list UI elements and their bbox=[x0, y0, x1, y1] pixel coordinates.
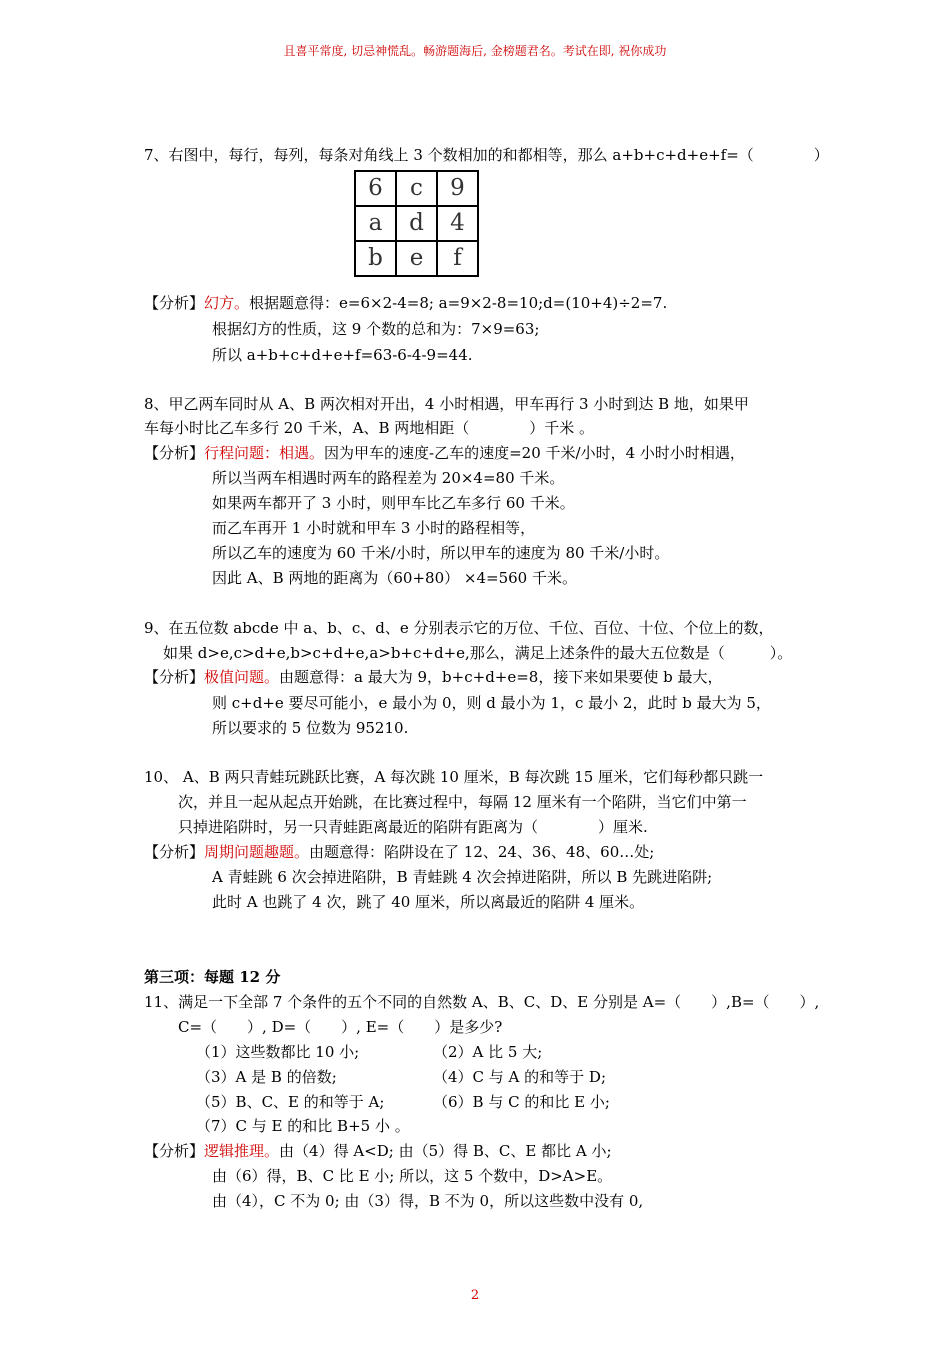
topic-label: 极值问题。 bbox=[204, 668, 280, 686]
analysis-line: 根据题意得：e=6×2-4=8; a=9×2-8=10;d=(10+4)÷2=7. bbox=[249, 294, 668, 312]
q8-analysis-first-line bbox=[144, 443, 745, 463]
analysis-line: 根据幻方的性质，这 9 个数的总和为：7×9=63; bbox=[212, 320, 540, 338]
q11-analysis-first-line bbox=[144, 1141, 612, 1161]
condition-item: （1）这些数都比 10 小; bbox=[196, 1043, 360, 1061]
q9-question-line: 如果 d>e,c>d+e,b>c+d+e,a>b+c+d+e,那么，满足上述条件的最大五位数是（ ）。 bbox=[163, 644, 793, 662]
q11-question-line: 11、满足一下全部 7 个条件的五个不同的自然数 A、B、C、D、E 分别是 A=（ ）,B=（ ）, bbox=[144, 993, 820, 1011]
q10-question-line: 10、 A、B 两只青蛙玩跳跃比赛，A 每次跳 10 厘米，B 每次跳 15 厘米，它们每秒都只跳一 bbox=[144, 768, 764, 786]
condition-item: （7）C 与 E 的和比 B+5 小 。 bbox=[196, 1117, 410, 1135]
analysis-line: 由（4）得 A<D; 由（5）得 B、C、E 都比 A 小; bbox=[279, 1142, 612, 1160]
analysis-line: 而乙车再开 1 小时就和甲车 3 小时的路程相等， bbox=[212, 519, 536, 537]
analysis-line: 所以要求的 5 位数为 95210. bbox=[212, 719, 409, 737]
q7-question: 7、右图中，每行，每列，每条对角线上 3 个数相加的和都相等，那么 a+b+c+d+e+f=（ ） bbox=[144, 146, 829, 164]
q8-question-line: 车每小时比乙车多行 20 千米，A、B 两地相距（ ）千米 。 bbox=[144, 419, 595, 437]
analysis-line: 由（4），C 不为 0; 由（3）得，B 不为 0，所以这些数中没有 0, bbox=[212, 1192, 644, 1210]
analysis-label: 【分析】 bbox=[144, 444, 205, 462]
grid-cell: 6 bbox=[355, 171, 396, 206]
q9-question-line: 9、在五位数 abcde 中 a、b、c、d、e 分别表示它的万位、千位、百位、十位、个位上的数， bbox=[144, 619, 774, 637]
q8-question-line: 8、甲乙两车同时从 A、B 两次相对开出，4 小时相遇，甲车再行 3 小时到达 B 地，如果甲 bbox=[144, 395, 749, 413]
analysis-line: 所以当两车相遇时两车的路程差为 20×4=80 千米。 bbox=[212, 469, 565, 487]
topic-label: 周期问题趣题。 bbox=[204, 843, 310, 861]
topic-label: 行程问题：相遇。 bbox=[204, 444, 325, 462]
analysis-line: 因为甲车的速度-乙车的速度=20 千米/小时，4 小时小时相遇， bbox=[324, 444, 745, 462]
analysis-line: 由（6）得，B、C 比 E 小; 所以，这 5 个数中，D>A>E。 bbox=[212, 1167, 613, 1185]
grid-cell: b bbox=[355, 241, 396, 276]
q9-analysis-first-line bbox=[144, 667, 723, 687]
analysis-label: 【分析】 bbox=[144, 843, 205, 861]
analysis-line: 则 c+d+e 要尽可能小，e 最小为 0，则 d 最小为 1，c 最小 2，此时 b 最大为 5， bbox=[212, 694, 771, 712]
analysis-line: A 青蛙跳 6 次会掉进陷阱，B 青蛙跳 4 次会掉进陷阱，所以 B 先跳进陷阱; bbox=[212, 868, 713, 886]
topic-label: 幻方。 bbox=[204, 294, 250, 312]
analysis-label: 【分析】 bbox=[144, 1142, 205, 1160]
analysis-line: 所以 a+b+c+d+e+f=63-6-4-9=44. bbox=[212, 346, 473, 364]
magic-square-grid bbox=[354, 170, 479, 277]
grid-cell: d bbox=[396, 206, 437, 241]
condition-item: （4）C 与 A 的和等于 D; bbox=[433, 1068, 607, 1086]
condition-item: （6）B 与 C 的和比 E 小; bbox=[433, 1093, 610, 1111]
analysis-label: 【分析】 bbox=[144, 294, 205, 312]
analysis-line: 此时 A 也跳了 4 次，跳了 40 厘米，所以离最近的陷阱 4 厘米。 bbox=[212, 893, 645, 911]
grid-cell: e bbox=[396, 241, 437, 276]
condition-item: （3）A 是 B 的倍数; bbox=[196, 1068, 337, 1086]
condition-item: （2）A 比 5 大; bbox=[433, 1043, 543, 1061]
analysis-line: 由题意得：a 最大为 9，b+c+d+e=8，接下来如果要使 b 最大， bbox=[279, 668, 723, 686]
q10-analysis-first-line bbox=[144, 842, 654, 862]
grid-cell: f bbox=[437, 241, 478, 276]
section-heading: 第三项：每题 12 分 bbox=[144, 968, 281, 986]
analysis-label: 【分析】 bbox=[144, 668, 205, 686]
q10-question-line: 只掉进陷阱时，另一只青蛙距离最近的陷阱有距离为（ ）厘米. bbox=[178, 818, 648, 836]
analysis-line: 因此 A、B 两地的距离为（60+80） ×4=560 千米。 bbox=[212, 569, 577, 587]
analysis-line: 如果两车都开了 3 小时，则甲车比乙车多行 60 千米。 bbox=[212, 494, 575, 512]
q11-question-line: C=（ ）, D=（ ）, E=（ ）是多少? bbox=[178, 1018, 503, 1036]
analysis-line: 由题意得：陷阱设在了 12、24、36、48、60…处; bbox=[309, 843, 655, 861]
analysis-line: 所以乙车的速度为 60 千米/小时，所以甲车的速度为 80 千米/小时。 bbox=[212, 544, 670, 562]
grid-cell: 4 bbox=[437, 206, 478, 241]
page-header-motto: 且喜平常度, 切忌神慌乱。畅游题海后, 金榜题君名。考试在即, 祝你成功 bbox=[283, 44, 667, 58]
grid-cell: 9 bbox=[437, 171, 478, 206]
q7-analysis-first-line bbox=[144, 293, 667, 313]
q10-question-line: 次，并且一起从起点开始跳，在比赛过程中，每隔 12 厘米有一个陷阱，当它们中第一 bbox=[178, 793, 747, 811]
page-number: 2 bbox=[470, 1288, 480, 1303]
grid-cell: c bbox=[396, 171, 437, 206]
condition-item: （5）B、C、E 的和等于 A; bbox=[196, 1093, 385, 1111]
grid-cell: a bbox=[355, 206, 396, 241]
topic-label: 逻辑推理。 bbox=[204, 1142, 280, 1160]
